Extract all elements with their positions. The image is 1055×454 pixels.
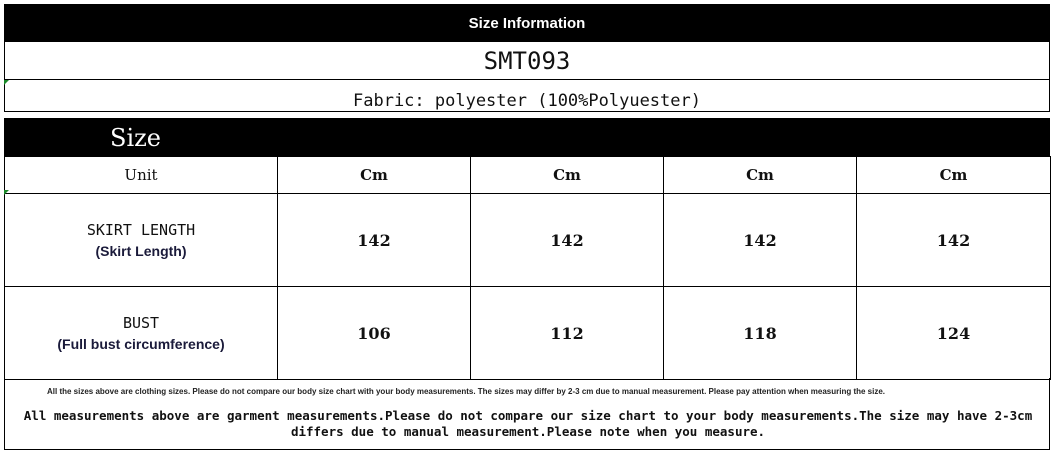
skirt-length-sublabel: (Skirt Length): [95, 243, 187, 259]
skirt-length-label-cell: [5, 194, 278, 287]
bust-row: [5, 287, 1051, 380]
bust-sublabel: (Full bust circumference): [57, 336, 225, 352]
unit-value: Cm: [857, 157, 1051, 194]
unit-label: Unit: [5, 157, 278, 194]
measurement-cell: 142: [471, 194, 664, 287]
size-table: [4, 156, 1051, 380]
bust-label-cell: [5, 287, 278, 380]
measurement-notes: [4, 378, 1050, 450]
product-code: SMT093: [483, 46, 571, 75]
size-information-title: Size Information: [468, 14, 586, 32]
bust-label: BUST: [122, 314, 160, 332]
skirt-length-label: SKIRT LENGTH: [86, 221, 196, 239]
note-small-print: All the sizes above are clothing sizes. Please do not compare our body size chart with your body measurements. The sizes may differ by 2-3 cm due to manual measurement. Please pay attention when measuring the size.: [47, 387, 886, 396]
measurement-cell: 142: [278, 194, 471, 287]
fabric-row: [4, 80, 1050, 112]
measurement-cell: 112: [471, 287, 664, 380]
unit-row: [5, 157, 1051, 194]
cell-corner-mark: [4, 80, 9, 85]
measurement-cell: 142: [857, 194, 1051, 287]
skirt-length-row: [5, 194, 1051, 287]
unit-value: Cm: [471, 157, 664, 194]
measurement-cell: 118: [664, 287, 857, 380]
measurement-cell: 124: [857, 287, 1051, 380]
size-band: [4, 118, 1050, 156]
size-chart: [4, 4, 1050, 450]
cell-corner-mark: [4, 190, 9, 195]
measurement-cell: 106: [278, 287, 471, 380]
product-code-row: [4, 42, 1050, 80]
unit-value: Cm: [278, 157, 471, 194]
fabric-text: Fabric: polyester (100%Polyuester): [353, 91, 701, 111]
size-information-header: [4, 4, 1050, 42]
size-band-label: Size: [110, 124, 161, 152]
unit-value: Cm: [664, 157, 857, 194]
measurement-cell: 142: [664, 194, 857, 287]
note-main-text: All measurements above are garment measurements.Please do not compare our size chart to your body measurements.The size may have 2-3cm differs due to manual measurement.Please note when you measure.: [23, 408, 1033, 439]
